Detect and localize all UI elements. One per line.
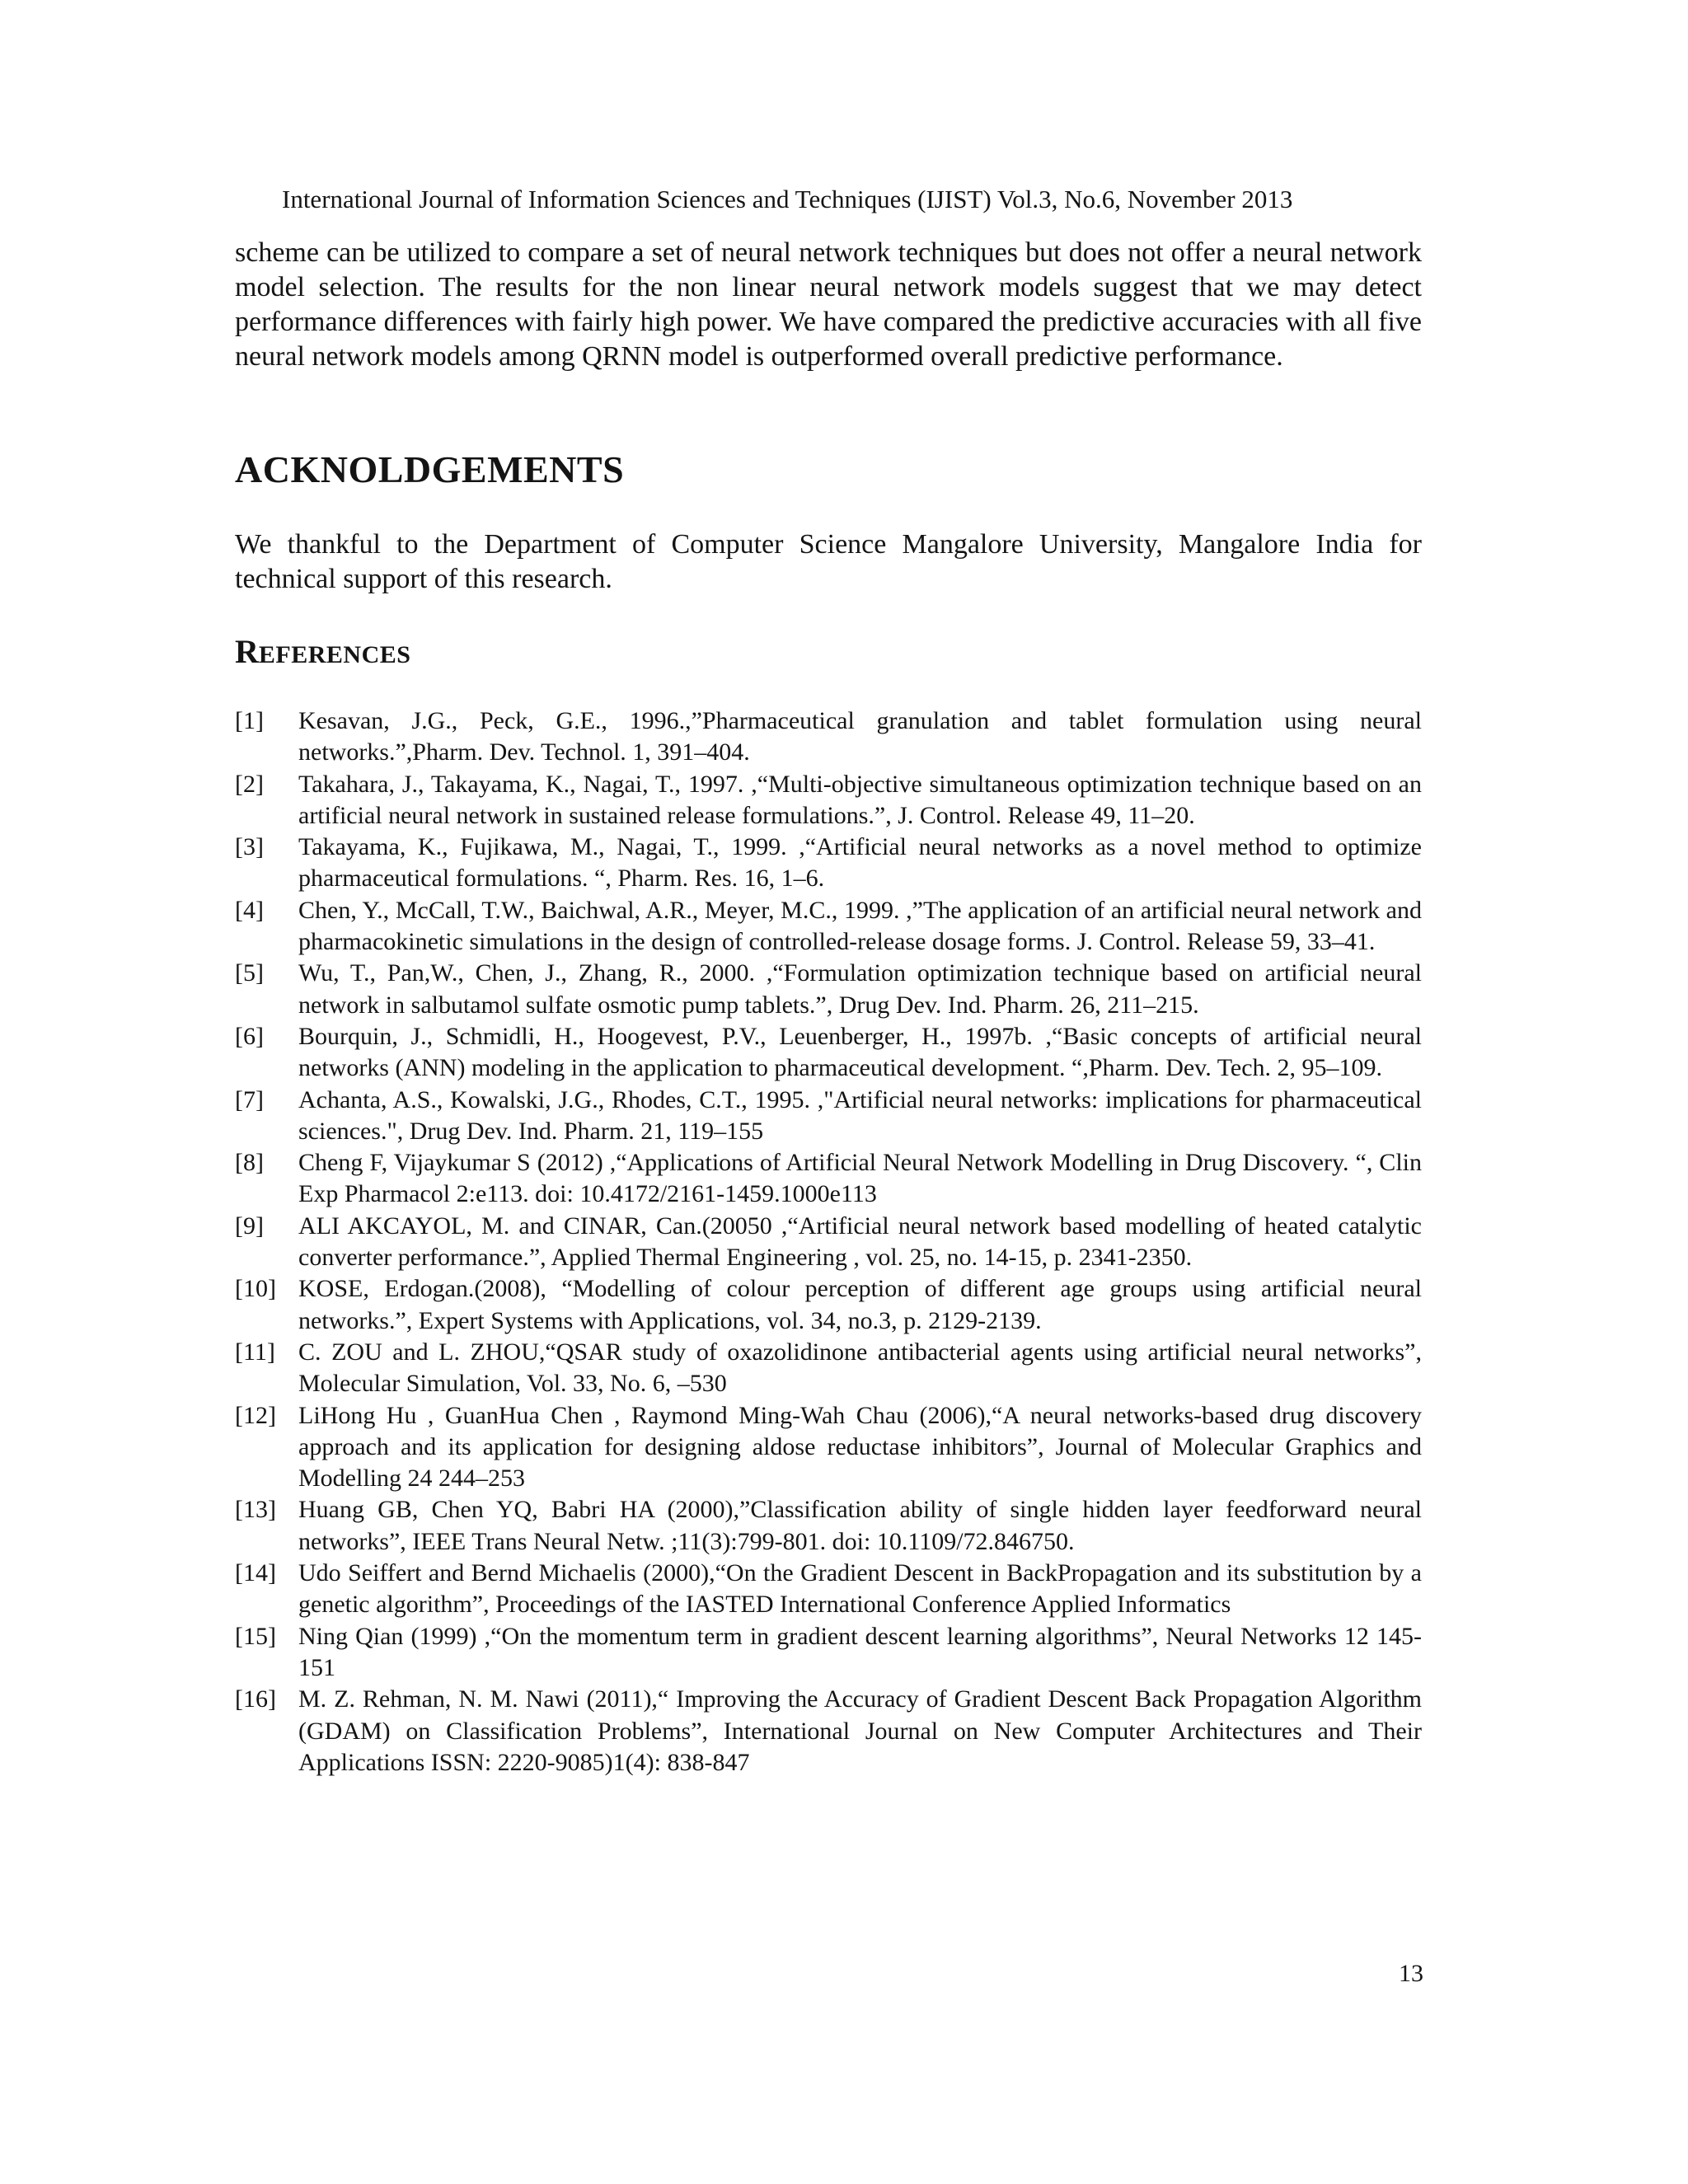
reference-item	[235, 769, 1422, 832]
intro-paragraph: scheme can be utilized to compare a set of neural network techniques but does not offer a neural network model selection. The results for the non linear neural network models suggest that we may detect performance differences with fairly high power. We have compared the predictive accuracies with all five neural network models among QRNN model is outperformed overall predictive performance.	[235, 237, 1422, 372]
reference-number: [7]	[235, 1085, 264, 1113]
reference-text: KOSE, Erdogan.(2008), “Modelling of colour perception of different age groups using artificial neural networks.”, Expert Systems with Applications, vol. 34, no.3, p. 2129-2139.	[298, 1275, 1422, 1334]
reference-number: [4]	[235, 896, 264, 924]
reference-number: [9]	[235, 1212, 264, 1240]
reference-number: [15]	[235, 1622, 276, 1650]
reference-item	[235, 1494, 1422, 1558]
reference-item	[235, 1621, 1422, 1685]
running-header: International Journal of Information Sciences and Techniques (IJIST) Vol.3, No.6, November 2013	[282, 185, 1293, 213]
reference-item	[235, 1558, 1422, 1621]
reference-number: [12]	[235, 1401, 276, 1429]
reference-number: [1]	[235, 707, 264, 734]
reference-text: Chen, Y., McCall, T.W., Baichwal, A.R., Meyer, M.C., 1999. ,”The application of an artificial neural network and pharmacokinetic simulations in the design of controlled-release dosage forms. J. Control. Release 59, 33–41.	[298, 896, 1422, 956]
reference-number: [11]	[235, 1338, 275, 1366]
reference-item	[235, 1085, 1422, 1148]
reference-item	[235, 1337, 1422, 1400]
reference-text: M. Z. Rehman, N. M. Nawi (2011),“ Improving the Accuracy of Gradient Descent Back Propagation Algorithm (GDAM) on Classification Problems”, International Journal on New Computer Architectures and Their Applications ISSN: 2220-9085)1(4): 838-847	[298, 1685, 1422, 1776]
page-number: 13	[1399, 1960, 1423, 1987]
reference-text: Wu, T., Pan,W., Chen, J., Zhang, R., 2000. ,“Formulation optimization technique based on artificial neural network in salbutamol sulfate osmotic pump tablets.”, Drug Dev. Ind. Pharm. 26, 211–215.	[298, 959, 1422, 1019]
reference-number: [14]	[235, 1559, 276, 1587]
reference-text: Achanta, A.S., Kowalski, J.G., Rhodes, C.T., 1995. ,"Artificial neural networks: implications for pharmaceutical sciences.", Drug Dev. Ind. Pharm. 21, 119–155	[298, 1085, 1422, 1145]
reference-item	[235, 1273, 1422, 1337]
reference-number: [5]	[235, 959, 264, 987]
reference-item	[235, 1021, 1422, 1085]
reference-number: [3]	[235, 833, 264, 861]
acknowledgements-heading: ACKNOLDGEMENTS	[235, 448, 625, 490]
reference-text: ALI AKCAYOL, M. and CINAR, Can.(20050 ,“Artificial neural network based modelling of heated catalytic converter performance.”, Applied Thermal Engineering , vol. 25, no. 14-15, p. 2341-2350.	[298, 1212, 1422, 1272]
reference-item	[235, 1400, 1422, 1495]
reference-text: Ning Qian (1999) ,“On the momentum term in gradient descent learning algorithms”, Neural Networks 12 145-151	[298, 1622, 1422, 1681]
reference-list	[235, 705, 1422, 1779]
references-heading-rest: EFERENCES	[258, 641, 411, 668]
reference-number: [13]	[235, 1496, 276, 1524]
references-heading	[235, 630, 410, 677]
reference-text: Takahara, J., Takayama, K., Nagai, T., 1997. ,“Multi-objective simultaneous optimization technique based on an artificial neural network in sustained release formulations.”, J. Control. Release 49, 11–20.	[298, 770, 1422, 829]
reference-text: C. ZOU and L. ZHOU,“QSAR study of oxazolidinone antibacterial agents using artificial neural networks”, Molecular Simulation, Vol. 33, No. 6, –530	[298, 1338, 1422, 1398]
reference-item	[235, 1147, 1422, 1211]
acknowledgements-text: We thankful to the Department of Computer Science Mangalore University, Mangalore India for technical support of this research.	[235, 529, 1422, 594]
reference-number: [8]	[235, 1149, 264, 1177]
reference-text: Udo Seiffert and Bernd Michaelis (2000),“On the Gradient Descent in BackPropagation and its substitution by a genetic algorithm”, Proceedings of the IASTED International Conference Applied Informatics	[298, 1559, 1422, 1619]
reference-text: Kesavan, J.G., Peck, G.E., 1996.,”Pharmaceutical granulation and tablet formulation using neural networks.”,Pharm. Dev. Technol. 1, 391–404.	[298, 707, 1422, 766]
reference-item	[235, 958, 1422, 1021]
reference-number: [6]	[235, 1022, 264, 1050]
reference-text: Bourquin, J., Schmidli, H., Hoogevest, P.V., Leuenberger, H., 1997b. ,“Basic concepts of artificial neural networks (ANN) modeling in the application to pharmaceutical development. “,Pharm. Dev. Tech. 2, 95–109.	[298, 1022, 1422, 1082]
reference-text: Cheng F, Vijaykumar S (2012) ,“Applications of Artificial Neural Network Modelling in Drug Discovery. “, Clin Exp Pharmacol 2:e113. doi: 10.4172/2161-1459.1000e113	[298, 1149, 1422, 1208]
reference-item	[235, 705, 1422, 769]
reference-item	[235, 895, 1422, 958]
reference-item	[235, 1684, 1422, 1779]
reference-text: Takayama, K., Fujikawa, M., Nagai, T., 1999. ,“Artificial neural networks as a novel method to optimize pharmaceutical formulations. “, Pharm. Res. 16, 1–6.	[298, 833, 1422, 893]
references-heading-initial: R	[235, 633, 259, 670]
reference-item	[235, 1211, 1422, 1274]
reference-text: Huang GB, Chen YQ, Babri HA (2000),”Classification ability of single hidden layer feedforward neural networks”, IEEE Trans Neural Netw. ;11(3):799-801. doi: 10.1109/72.846750.	[298, 1496, 1422, 1555]
reference-item	[235, 832, 1422, 895]
reference-number: [16]	[235, 1685, 276, 1713]
reference-text: LiHong Hu , GuanHua Chen , Raymond Ming-Wah Chau (2006),“A neural networks-based drug discovery approach and its application for designing aldose reductase inhibitors”, Journal of Molecular Graphics and Modelling 24 244–253	[298, 1401, 1422, 1493]
reference-number: [10]	[235, 1275, 276, 1303]
reference-number: [2]	[235, 770, 264, 798]
